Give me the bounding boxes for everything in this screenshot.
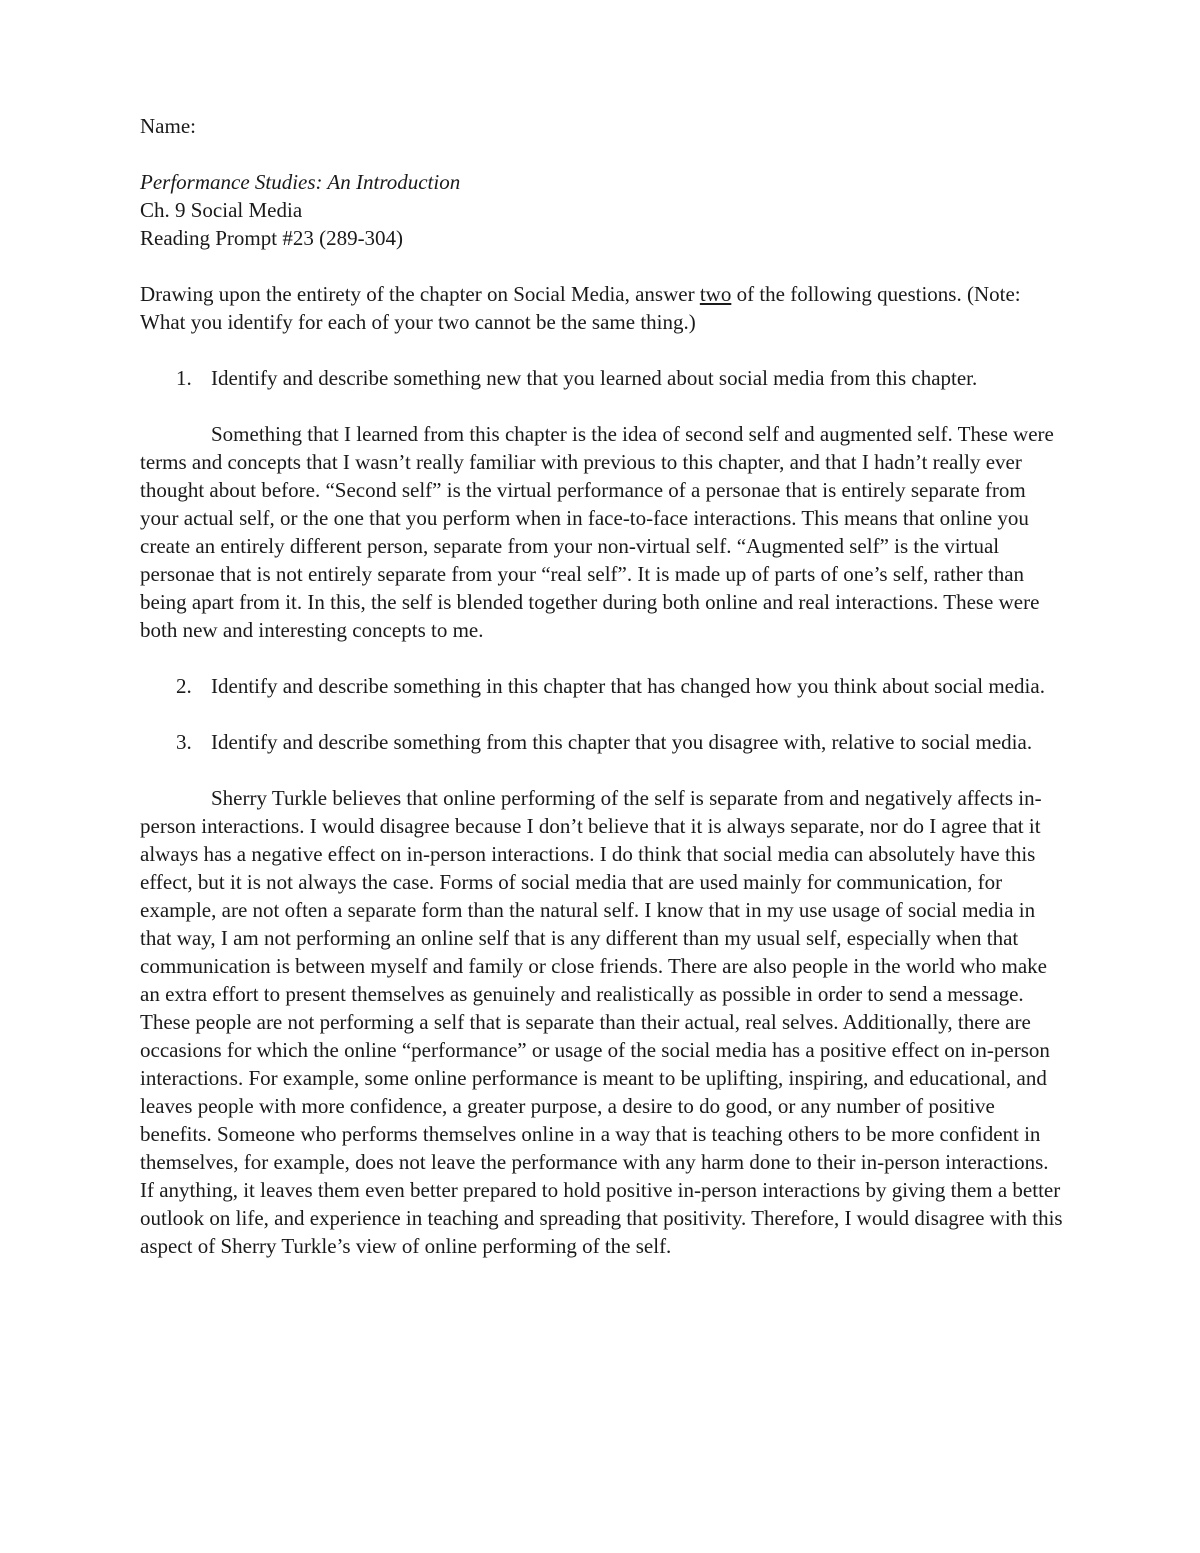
question-3 (140, 728, 1065, 756)
prompt-line: Reading Prompt #23 (289-304) (140, 226, 404, 250)
spacer (140, 252, 1065, 280)
instructions-after: of the following questions. (Note: What you identify for each of your two cannot be the same thing.) (140, 282, 1021, 334)
question-number: 1. (176, 366, 192, 390)
spacer (140, 700, 1065, 728)
instructions-before: Drawing upon the entirety of the chapter on Social Media, answer (140, 282, 700, 306)
question-1 (140, 364, 1065, 392)
spacer (140, 140, 1065, 168)
answer-1: Something that I learned from this chapter is the idea of second self and augmented self. These were terms and concepts that I wasn’t really familiar with previous to this chapter, and that I hadn’t really ever thought about before. “Second self” is the virtual performance of a personae that is entirely separate from your actual self, or the one that you perform when in face-to-face interactions. This means that online you create an entirely different person, separate from your non-virtual self. “Augmented self” is the virtual personae that is not entirely separate from your “real self”. It is made up of parts of one’s self, rather than being apart from it. In this, the self is blended together during both online and real interactions. These were both new and interesting concepts to me. (140, 422, 1054, 642)
spacer (140, 392, 1065, 420)
question-number: 2. (176, 674, 192, 698)
instructions-emphasis: two (699, 282, 732, 306)
answer-3: Sherry Turkle believes that online performing of the self is separate from and negatively affects in-person interactions. I would disagree because I don’t believe that it is always separate, nor do I agree that it always has a negative effect on in-person interactions. I do think that social media can absolutely have this effect, but it is not always the case. Forms of social media that are used mainly for communication, for example, are not often a separate form than the natural self. I know that in my use usage of social media in that way, I am not performing an online self that is any different than my usual self, especially when that communication is between myself and family or close friends. There are also people in the world who make an extra effort to present themselves as genuinely and realistically as possible in order to send a message. These people are not performing a self that is separate than their actual, real selves. Additionally, there are occasions for which the online “performance” or usage of the social media has a positive effect on in-person interactions. For example, some online performance is meant to be uplifting, inspiring, and educational, and leaves people with more confidence, a greater purpose, a desire to do good, or any number of positive benefits. Someone who performs themselves online in a way that is teaching others to be more confident in themselves, for example, does not leave the performance with any harm done to their in-person interactions. If anything, it leaves them even better prepared to hold positive in-person interactions by giving them a better outlook on life, and experience in teaching and spreading that positivity. Therefore, I would disagree with this aspect of Sherry Turkle’s view of online performing of the self. (140, 786, 1063, 1258)
question-number: 3. (176, 730, 192, 754)
spacer (140, 644, 1065, 672)
instructions (140, 280, 1065, 336)
question-text: Identify and describe something from this chapter that you disagree with, relative to social media. (211, 730, 1033, 754)
question-2 (140, 672, 1065, 700)
question-text: Identify and describe something new that you learned about social media from this chapter. (211, 366, 978, 390)
spacer (140, 756, 1065, 784)
name-label: Name: (140, 114, 196, 138)
spacer (140, 336, 1065, 364)
chapter-line: Ch. 9 Social Media (140, 198, 303, 222)
book-title: Performance Studies: An Introduction (140, 170, 461, 194)
question-text: Identify and describe something in this chapter that has changed how you think about social media. (211, 674, 1045, 698)
document-page (140, 112, 1065, 1260)
